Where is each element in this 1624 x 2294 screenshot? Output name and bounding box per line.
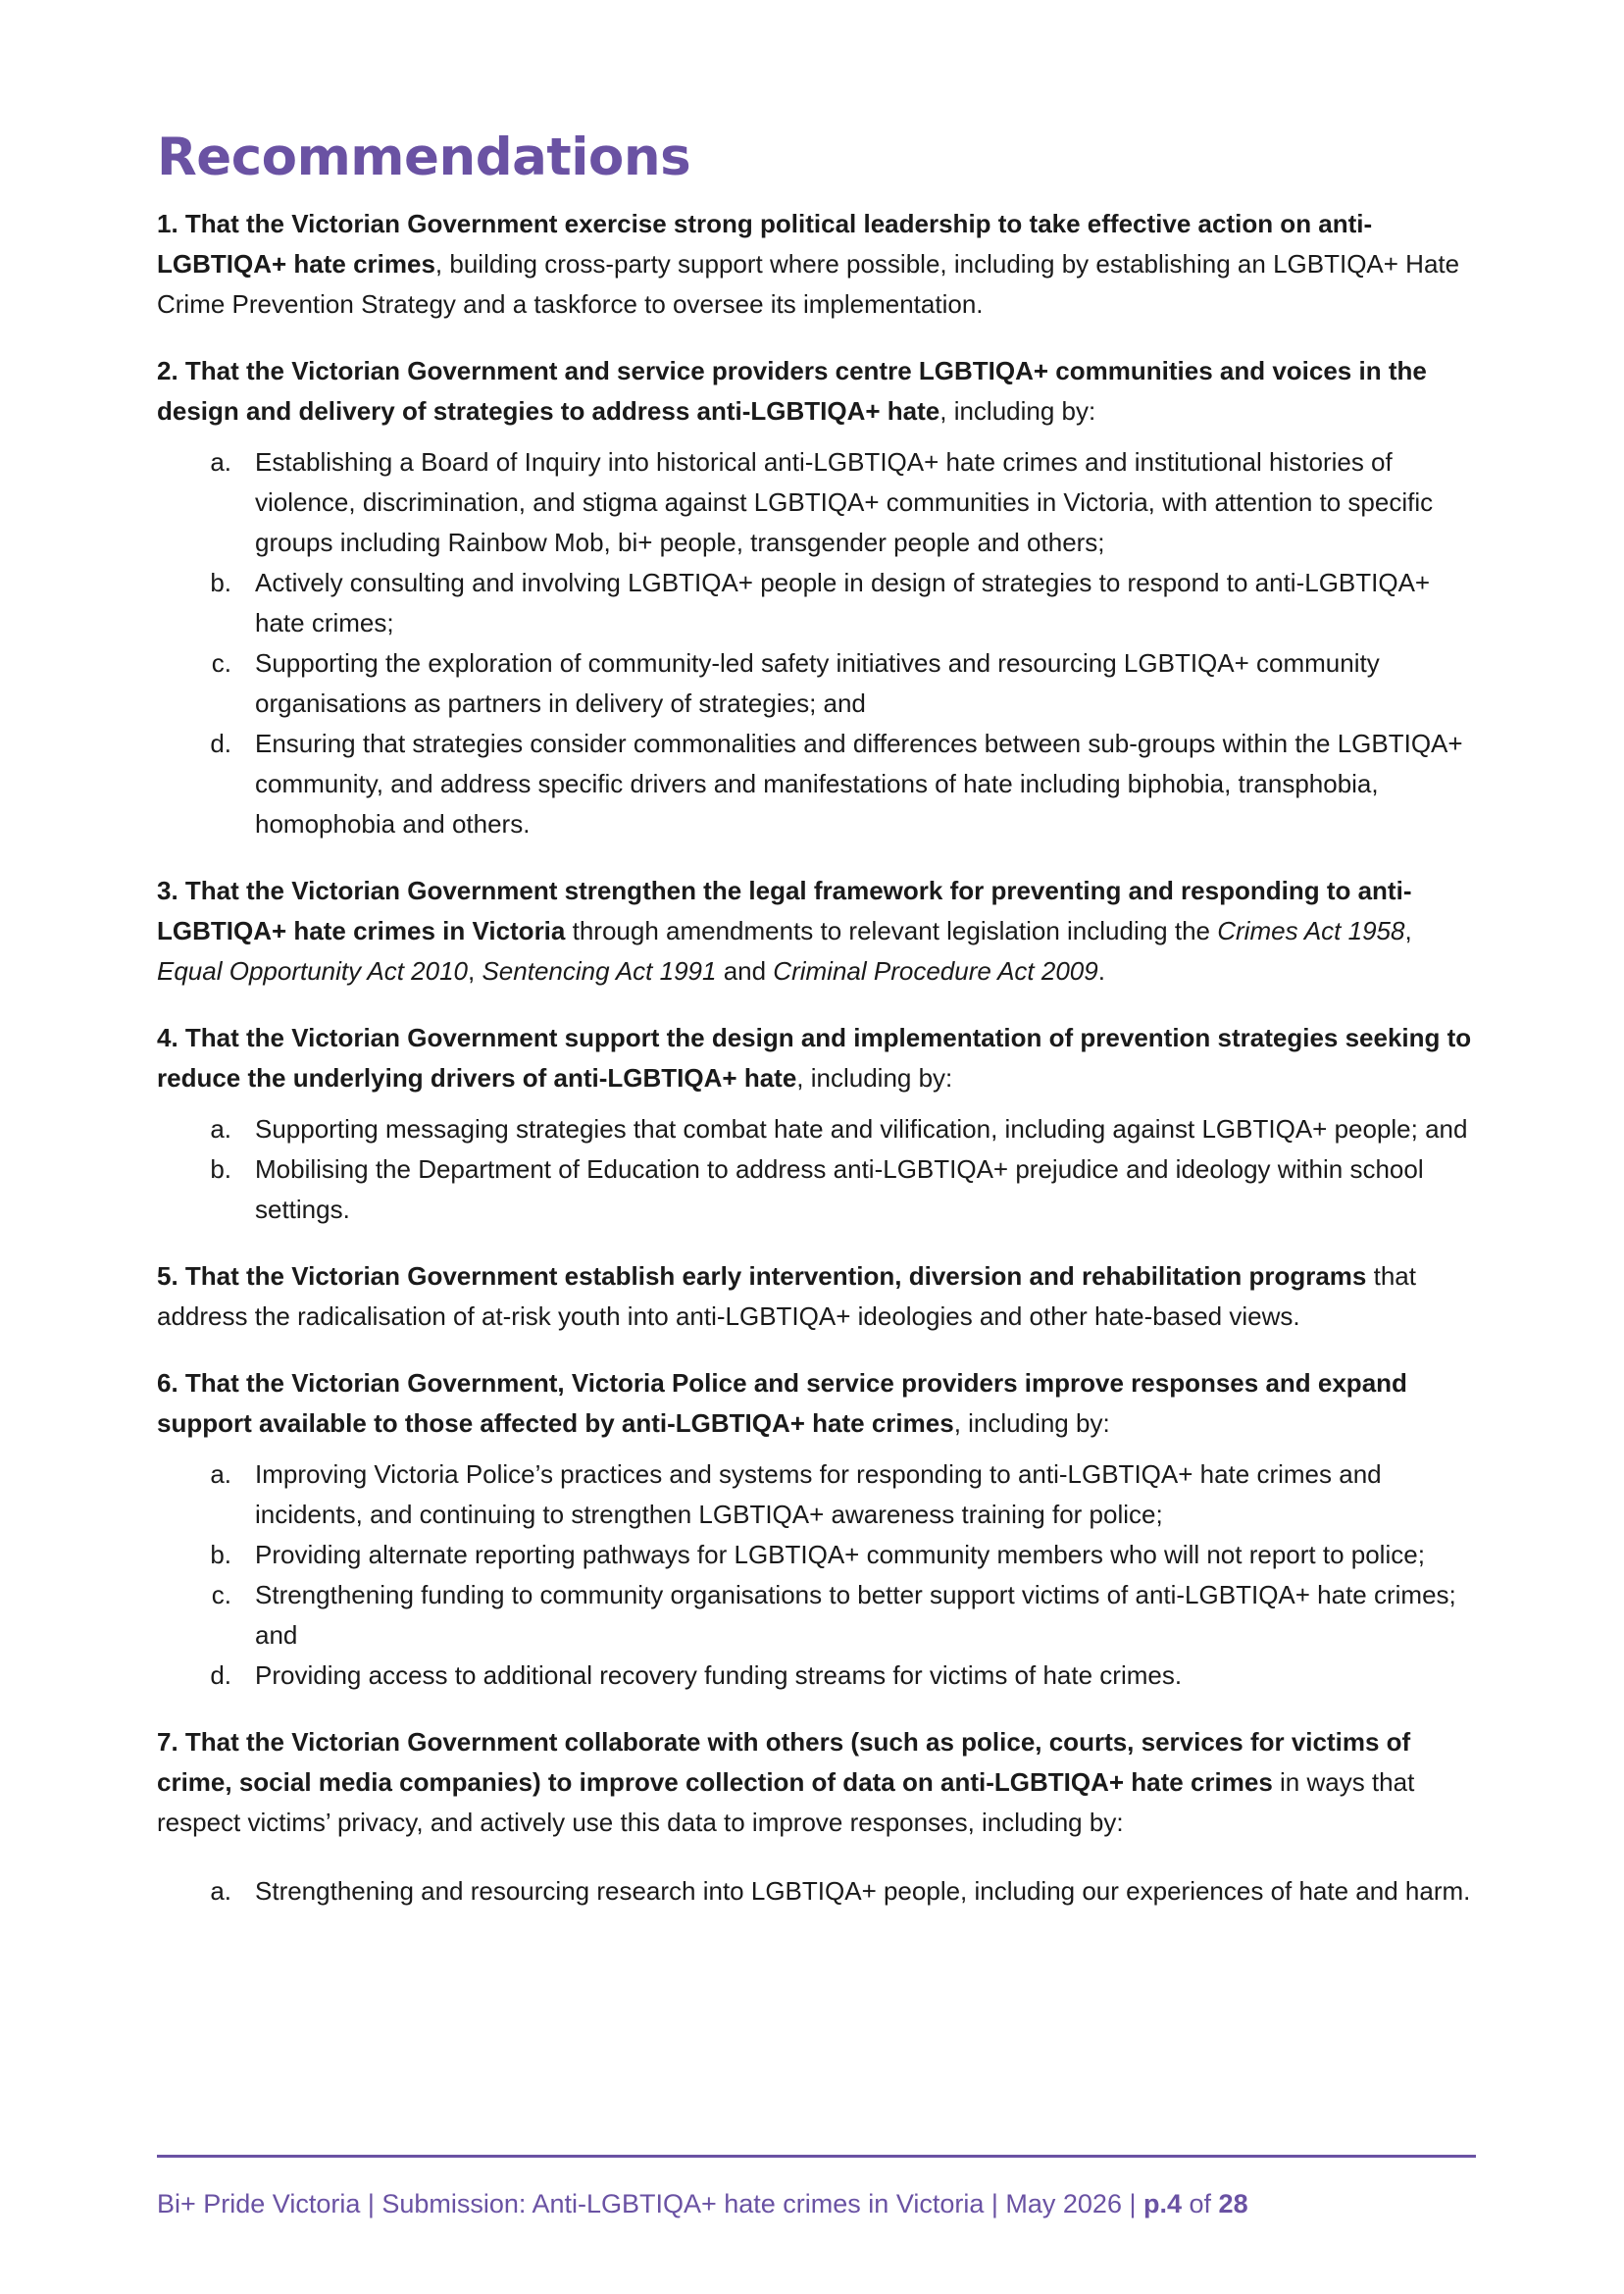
recommendation-3-body: through amendments to relevant legislation including the [565, 916, 1218, 945]
recommendation-4-list [157, 1109, 1476, 1230]
act-title: Criminal Procedure Act 2009 [773, 956, 1098, 986]
recommendation-6-list [157, 1454, 1476, 1696]
list-item [157, 724, 1476, 844]
list-item-text: Ensuring that strategies consider commonalities and differences between sub-groups within the LGBTIQA+ community, and address specific drivers and manifestations of hate including biphobia, transphobia, homophobia and others. [255, 729, 1463, 839]
act-separator: , [1404, 916, 1412, 945]
recommendation-7-list [157, 1871, 1476, 1912]
act-separator: . [1097, 956, 1105, 986]
list-marker: b. [210, 568, 231, 597]
list-item-text: Strengthening funding to community organisations to better support victims of anti-LGBTIQA+ hate crimes; and [255, 1580, 1456, 1650]
recommendation-7-lead: 7. That the Victorian Government collaborate with others (such as police, courts, services for victims of crime, social media companies) to improve collection of data on anti-LGBTIQA+ hate crimes [157, 1727, 1411, 1797]
list-item-text: Supporting messaging strategies that combat hate and vilification, including against LGBTIQA+ people; and [255, 1114, 1468, 1144]
recommendation-3-lead: 3. That the Victorian Government strengthen the legal framework for preventing and responding to anti-LGBTIQA+ hate crimes in Victoria [157, 876, 1412, 945]
recommendation-1 [157, 204, 1476, 325]
recommendation-7-body: in ways that respect victims’ privacy, and actively use this data to improve responses, including by: [157, 1767, 1415, 1837]
list-item-text: Improving Victoria Police’s practices and systems for responding to anti-LGBTIQA+ hate crimes and incidents, and continuing to strengthen LGBTIQA+ awareness training for police; [255, 1459, 1382, 1529]
list-marker: c. [211, 648, 231, 678]
list-item-text: Providing access to additional recovery funding streams for victims of hate crimes. [255, 1660, 1183, 1690]
footer-divider [157, 2155, 1476, 2158]
act-title: Crimes Act 1958 [1217, 916, 1405, 945]
page-title: Recommendations [157, 127, 691, 187]
list-item [157, 1454, 1476, 1535]
page-of: of [1182, 2189, 1219, 2218]
recommendation-5 [157, 1256, 1476, 1337]
recommendation-2-list [157, 442, 1476, 844]
recommendation-6 [157, 1363, 1476, 1444]
recommendation-2-body: , including by: [939, 396, 1096, 426]
list-item [157, 1109, 1476, 1149]
list-item-text: Strengthening and resourcing research into LGBTIQA+ people, including our experiences of hate and harm. [255, 1876, 1471, 1906]
list-marker: b. [210, 1540, 231, 1569]
footer-text: Bi+ Pride Victoria | Submission: Anti-LGBTIQA+ hate crimes in Victoria | May 2026 | [157, 2189, 1143, 2218]
recommendation-4-body: , including by: [796, 1063, 953, 1093]
list-marker: c. [211, 1580, 231, 1609]
act-separator: and [716, 956, 774, 986]
page-content [157, 118, 1476, 1938]
recommendation-2 [157, 351, 1476, 432]
act-title: Sentencing Act 1991 [482, 956, 717, 986]
recommendation-5-body: that address the radicalisation of at-risk youth into anti-LGBTIQA+ ideologies and other hate-based views. [157, 1261, 1416, 1331]
list-marker: a. [210, 1114, 231, 1144]
list-marker: a. [210, 1876, 231, 1906]
act-separator: , [468, 956, 482, 986]
list-item [157, 643, 1476, 724]
recommendation-4-lead: 4. That the Victorian Government support the design and implementation of prevention strategies seeking to reduce the underlying drivers of anti-LGBTIQA+ hate [157, 1023, 1472, 1093]
list-item [157, 1656, 1476, 1696]
list-item [157, 1575, 1476, 1656]
recommendation-4 [157, 1018, 1476, 1098]
recommendation-6-lead: 6. That the Victorian Government, Victoria Police and service providers improve responses and expand support available to those affected by anti-LGBTIQA+ hate crimes [157, 1368, 1407, 1438]
recommendation-6-body: , including by: [953, 1408, 1110, 1438]
list-marker: a. [210, 1459, 231, 1489]
page-prefix: p. [1142, 2189, 1167, 2218]
list-item [157, 1149, 1476, 1230]
list-item [157, 442, 1476, 563]
list-item-text: Establishing a Board of Inquiry into historical anti-LGBTIQA+ hate crimes and institutional histories of violence, discrimination, and stigma against LGBTIQA+ communities in Victoria, with attention to specific groups including Rainbow Mob, bi+ people, transgender people and others; [255, 447, 1434, 557]
page-total: 28 [1218, 2189, 1248, 2218]
recommendation-1-lead: 1. That the Victorian Government exercise strong political leadership to take effective action on anti-LGBTIQA+ hate crimes [157, 209, 1373, 279]
list-marker: d. [210, 729, 231, 758]
list-item [157, 1535, 1476, 1575]
recommendation-7 [157, 1722, 1476, 1843]
list-item-text: Supporting the exploration of community-led safety initiatives and resourcing LGBTIQA+ community organisations as partners in delivery of strategies; and [255, 648, 1380, 718]
page-footer [157, 2189, 1476, 2219]
list-item [157, 1871, 1476, 1912]
page-number: 4 [1166, 2189, 1183, 2218]
list-marker: d. [210, 1660, 231, 1690]
list-marker: b. [210, 1154, 231, 1184]
list-item-text: Providing alternate reporting pathways for LGBTIQA+ community members who will not report to police; [255, 1540, 1425, 1569]
list-item [157, 563, 1476, 643]
list-item-text: Mobilising the Department of Education to address anti-LGBTIQA+ prejudice and ideology within school settings. [255, 1154, 1424, 1224]
act-title: Equal Opportunity Act 2010 [157, 956, 469, 986]
list-marker: a. [210, 447, 231, 477]
recommendation-2-lead: 2. That the Victorian Government and service providers centre LGBTIQA+ communities and voices in the design and delivery of strategies to address anti-LGBTIQA+ hate [157, 356, 1427, 426]
recommendation-3 [157, 871, 1476, 992]
recommendation-5-lead: 5. That the Victorian Government establish early intervention, diversion and rehabilitation programs [157, 1261, 1367, 1291]
list-item-text: Actively consulting and involving LGBTIQA+ people in design of strategies to respond to anti-LGBTIQA+ hate crimes; [255, 568, 1431, 637]
recommendation-1-body: , building cross-party support where possible, including by establishing an LGBTIQA+ Hate Crime Prevention Strategy and a taskforce to oversee its implementation. [157, 249, 1460, 319]
